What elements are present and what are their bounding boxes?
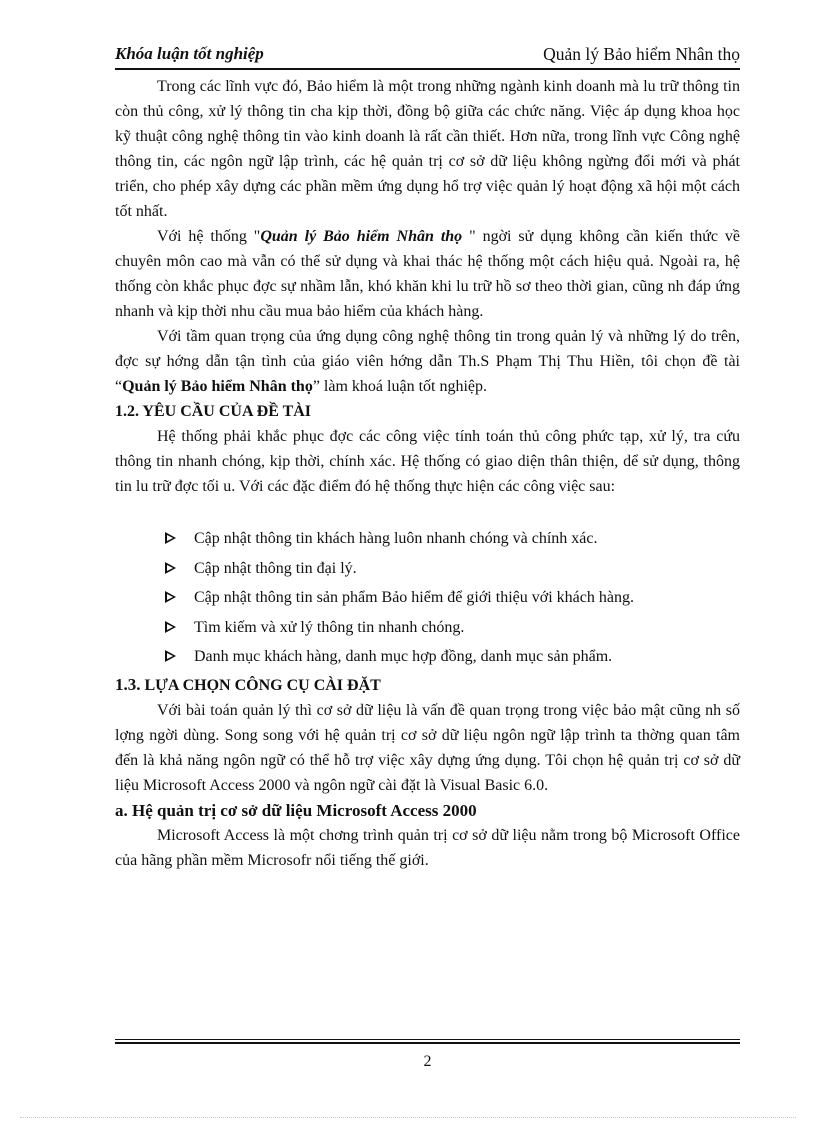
paragraph-topic-choice — [115, 324, 740, 399]
p3-emphasis-title: Quản lý Bảo hiểm Nhân thọ — [122, 378, 313, 395]
arrow-bullet-icon — [165, 650, 176, 662]
requirements-list — [115, 524, 740, 672]
p2-emphasis-title: Quản lý Bảo hiểm Nhân thọ — [260, 228, 463, 245]
document-body — [115, 74, 740, 873]
page-header — [115, 44, 740, 68]
header-document-title: Quản lý Bảo hiểm Nhân thọ — [543, 44, 740, 64]
list-item-text: Cập nhật thông tin đại lý. — [194, 559, 357, 577]
footer-divider-thick — [115, 1042, 740, 1044]
page-number: 2 — [423, 1053, 432, 1070]
paragraph-access-description: Microsoft Access là một chơng trình quản trị cơ sở dữ liệu nằm trong bộ Microsoft Office của hãng phần mềm Microsofr nổi tiếng thế giới. — [115, 826, 740, 869]
paragraph-insurance-intro: Trong các lĩnh vực đó, Bảo hiểm là một trong những ngành kinh doanh mà lu trữ thông tin còn thủ công, xử lý thông tin cha kịp thời, đồng bộ giữa các chức năng. Việc áp dụng khoa học kỹ thuật công nghệ thông tin vào kinh doanh là rất cần thiết. Hơn nữa, trong lĩnh vực Công nghệ thông tin, các ngôn ngữ lập trình, các hệ quản trị cơ sở dữ liệu không ngừng đổi mới và phát triển, cho phép xây dựng các phần mềm ứng dụng hổ trợ việc quản lý hoạt động xã hội một cách tốt nhất. — [115, 78, 740, 220]
p3-text-after: ” làm khoá luận tốt nghiệp. — [312, 378, 488, 395]
header-divider — [115, 68, 740, 70]
list-item — [165, 583, 740, 613]
arrow-bullet-icon — [165, 591, 176, 603]
list-item — [165, 554, 740, 584]
arrow-bullet-icon — [165, 621, 176, 633]
header-thesis-label: Khóa luận tốt nghiệp — [115, 44, 264, 63]
list-item — [165, 613, 740, 643]
p3-text-before: Với tầm quan trọng của ứng dụng công nghệ thông tin trong quản lý và những lý do trên, đợc sự hớng dẫn tận tình của giáo viên hớng dẫn Th.S Phạm Thị Thu Hiền, tôi chọn đề tài “ — [115, 328, 740, 395]
p2-text-before: Với hệ thống " — [157, 228, 261, 245]
section-heading-1-2: 1.2. YÊU CẦU CỦA ĐỀ TÀI — [115, 403, 312, 420]
section-heading-1-3 — [115, 672, 740, 698]
list-item-text: Danh mục khách hàng, danh mục hợp đồng, danh mục sản phẩm. — [194, 648, 613, 665]
footer-divider-thin — [115, 1039, 740, 1040]
list-item — [165, 642, 740, 672]
p2-text-after: " ngời sử dụng không cần kiến thức về chuyên môn cao mà vẫn có thể sử dụng và khai thác hệ thống một cách hiệu quả. Ngoài ra, hệ thống còn khắc phục đợc sự nhầm lẫn, khó khăn khi lu trữ hồ sơ theo thời gian, cũng nh đáp ứng nhanh và kịp thời nhu cầu mua bảo hiểm của khách hàng. — [115, 228, 741, 320]
list-item-text: Cập nhật thông tin khách hàng luôn nhanh chóng và chính xác. — [194, 530, 598, 547]
paragraph-tool-selection: Với bài toán quản lý thì cơ sở dữ liệu là vấn đề quan trọng trong việc bảo mật cũng nh số lợng ngời dùng. Song song với hệ quản trị cơ sở dữ liệu ngôn ngữ lập trình ta thờng quan tâm đến là khả năng ngôn ngữ có thể hỗ trợ việc xây dựng ứng dụng. Tôi chọn hệ quản trị cơ sở dữ liệu Microsoft Access 2000 và ngôn ngữ cài đặt là Visual Basic 6.0. — [115, 701, 740, 794]
section-number-1-3: 1.3. — [115, 674, 141, 694]
list-item-text: Tìm kiếm và xử lý thông tin nhanh chóng. — [194, 618, 465, 636]
list-item — [165, 524, 740, 554]
section-title-1-3: LỰA CHỌN CÔNG CỤ CÀI ĐẶT — [144, 676, 381, 694]
subsection-heading-access: a. Hệ quản trị cơ sở dữ liệu Microsoft Access 2000 — [115, 800, 477, 820]
page-bottom-border — [20, 1117, 796, 1118]
arrow-bullet-icon — [165, 532, 176, 544]
list-item-text: Cập nhật thông tin sản phẩm Bảo hiểm để giới thiệu với khách hàng. — [194, 589, 634, 606]
paragraph-requirements: Hệ thống phải khắc phục đợc các công việc tính toán thủ công phức tạp, xử lý, tra cứu thông tin nhanh chóng, kịp thời, chính xác. Hệ thống có giao diện thân thiện, dể sử dụng, thông tin lu trữ đợc tối u. Với các đặc điểm đó hệ thống thực hiện các công việc sau: — [115, 428, 740, 495]
paragraph-system-benefits — [115, 224, 740, 324]
arrow-bullet-icon — [165, 562, 176, 574]
